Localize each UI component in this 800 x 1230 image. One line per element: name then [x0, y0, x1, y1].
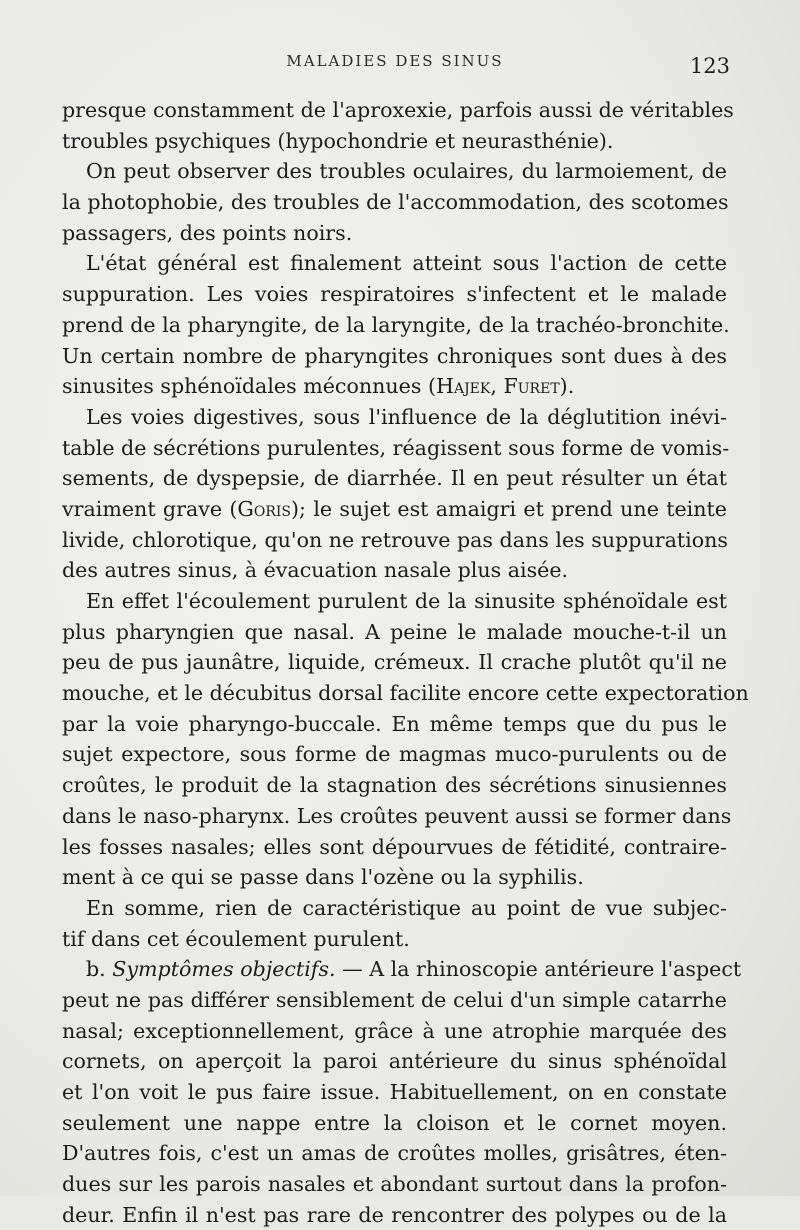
text-line: peu de pus jaunâtre, liquide, crémeux. Il crache plutôt qu'il ne [62, 650, 727, 675]
text-line: livide, chlorotique, qu'on ne retrouve pas dans les suppurations [62, 527, 728, 552]
citation-separator: , [490, 374, 504, 399]
text-line: dans le naso-pharynx. Les croûtes peuvent aussi se former dans [62, 803, 732, 828]
text-line: sujet expectore, sous forme de magmas muco-purulents ou de [62, 742, 727, 767]
citation-close: ). [559, 374, 575, 399]
text-line-start: sinusites sphénoïdales méconnues ( [62, 374, 436, 399]
citation-furet: Furet [503, 374, 560, 399]
text-line: et l'on voit le pus faire issue. Habituellement, on en constate [62, 1080, 727, 1104]
text-line: les fosses nasales; elles sont dépourvues de fétidité, contraire- [62, 834, 727, 859]
text-line: table de sécrétions purulentes, réagissent sous forme de vomis- [62, 435, 730, 460]
page-header [60, 48, 730, 78]
text-line: cornets, on aperçoit la paroi antérieure du sinus sphénoïdal [62, 1049, 727, 1074]
text-line: suppuration. Les voies respiratoires s'infectent et le malade [62, 282, 727, 307]
citation-goris: Goris [237, 496, 292, 521]
text-line: En effet l'écoulement purulent de la sinusite sphénoïdale est [86, 589, 727, 613]
text-line: En somme, rien de caractéristique au point de vue subjec- [86, 895, 727, 920]
text-line: passagers, des points noirs. [62, 220, 353, 245]
text-line-start: vraiment grave ( [62, 496, 238, 521]
text-line: D'autres fois, c'est un amas de croûtes molles, grisâtres, éten- [62, 1141, 727, 1166]
text-line: L'état général est finalement atteint sous l'action de cette [86, 251, 727, 276]
text-line: Les voies digestives, sous l'influence de la déglutition inévi- [86, 404, 727, 429]
text-line: sements, de dyspepsie, de diarrhée. Il en peut résulter un état [62, 466, 727, 491]
text-line: deur. Enfin il n'est pas rare de rencontrer des polypes ou de la [62, 1202, 727, 1227]
text-line-rest: ); le sujet est amaigri et prend une teinte [291, 496, 727, 521]
text-line: des autres sinus, à évacuation nasale plus aisée. [62, 558, 569, 583]
text-line: seulement une nappe entre la cloison et le cornet moyen. [62, 1110, 727, 1135]
text-line: peut ne pas différer sensiblement de celui d'un simple catarrhe [62, 987, 727, 1012]
section-letter: b. [86, 957, 106, 982]
text-line: On peut observer des troubles oculaires, du larmoiement, de [86, 159, 727, 184]
text-line-with-citations [62, 371, 727, 402]
page-number: 123 [689, 54, 730, 78]
section-heading-line [62, 954, 742, 985]
running-head: MALADIES DES SINUS [286, 52, 504, 70]
text-line: par la voie pharyngo-buccale. En même temps que du pus le [62, 711, 727, 736]
text-line-with-citation [62, 494, 727, 525]
text-line: presque constamment de l'aproxexie, parfois aussi de véritables [62, 98, 734, 122]
text-line: mouche, et le décubitus dorsal facilite encore cette expectoration [62, 681, 749, 706]
text-line: la photophobie, des troubles de l'accommodation, des scotomes [62, 190, 729, 215]
text-line: tif dans cet écoulement purulent. [62, 926, 410, 951]
text-line: nasal; exceptionnellement, grâce à une atrophie marquée des [62, 1018, 727, 1043]
citation-hajek: Hajek [436, 374, 491, 399]
section-title: Symptômes objectifs. [112, 957, 336, 982]
text-line: Un certain nombre de pharyngites chroniques sont dues à des [62, 343, 727, 368]
text-line: troubles psychiques (hypochondrie et neurasthénie). [62, 128, 614, 153]
body-text [62, 95, 749, 1230]
text-line: plus pharyngien que nasal. A peine le malade mouche-t-il un [62, 619, 727, 644]
text-line-rest: — A la rhinoscopie antérieure l'aspect [335, 957, 742, 982]
text-line: dues sur les parois nasales et abondant surtout dans la profon- [62, 1172, 727, 1197]
text-line: prend de la pharyngite, de la laryngite, de la trachéo-bronchite. [62, 312, 730, 337]
text-line: croûtes, le produit de la stagnation des sécrétions sinusiennes [62, 773, 727, 798]
text-line: ment à ce qui se passe dans l'ozène ou la syphilis. [62, 865, 584, 890]
